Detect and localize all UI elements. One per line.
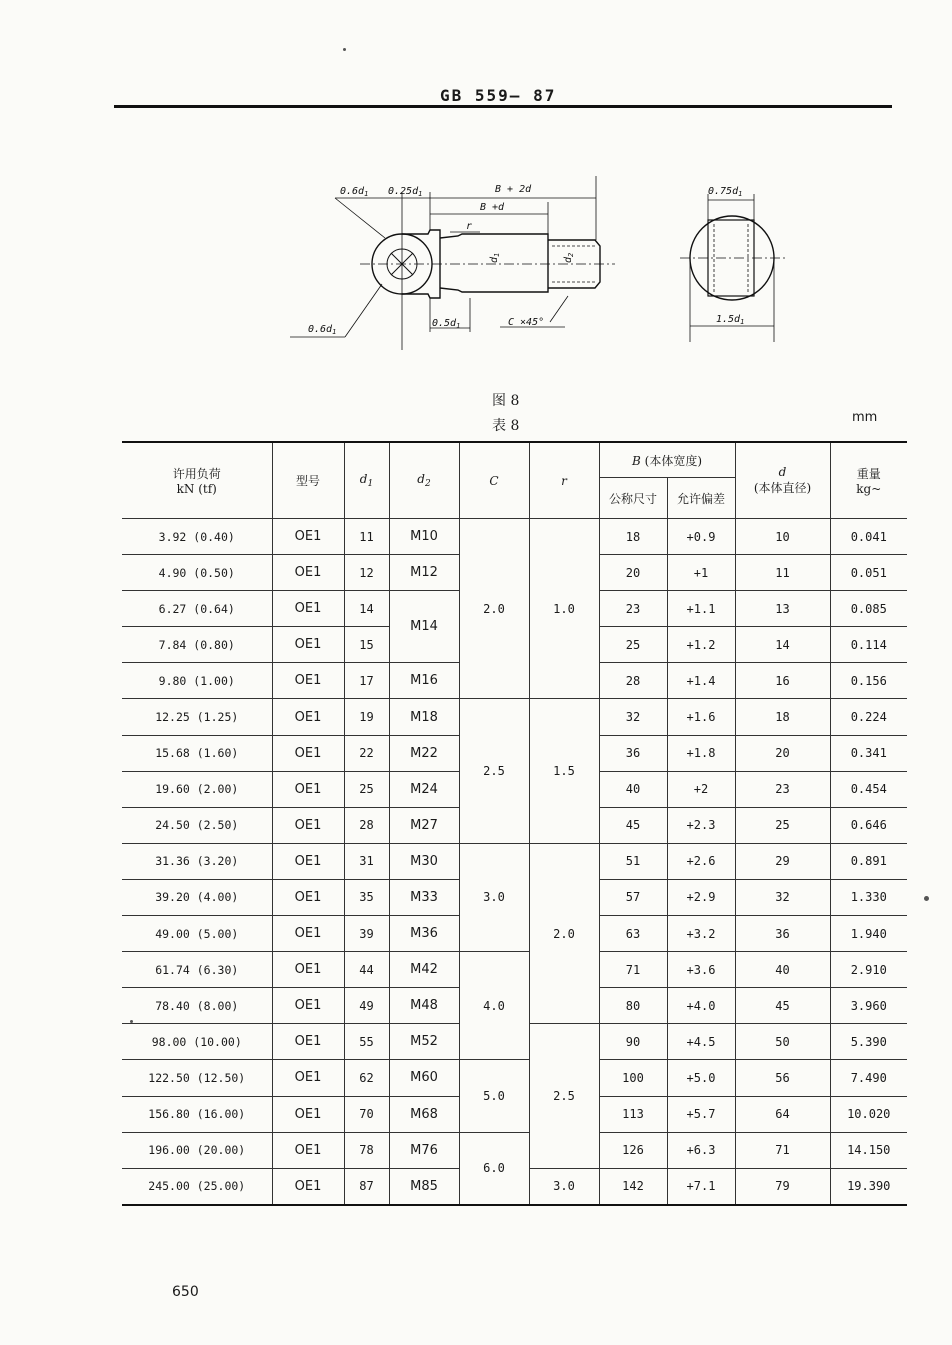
cell-d1: 31 [344, 843, 389, 879]
label-1-5d1: $1.5d_1$ [716, 314, 745, 326]
cell-model: OE1 [272, 663, 344, 699]
cell-b-nominal: 28 [599, 663, 667, 699]
label-0-25d1: $0.25d_1$ [388, 186, 423, 198]
cell-model: OE1 [272, 1168, 344, 1205]
cell-d: 36 [735, 916, 830, 952]
table-row [122, 952, 907, 988]
cell-load: 122.50 (12.50) [122, 1060, 272, 1096]
cell-load: 39.20 (4.00) [122, 879, 272, 915]
cell-b-nominal: 45 [599, 807, 667, 843]
section-view-drawing [680, 180, 790, 350]
cell-b-tolerance: +2.3 [667, 807, 735, 843]
cell-load: 19.60 (2.00) [122, 771, 272, 807]
cell-load: 156.80 (16.00) [122, 1096, 272, 1132]
cell-c: 2.0 [459, 519, 529, 699]
cell-c: 4.0 [459, 952, 529, 1060]
header-r: r [529, 442, 599, 519]
cell-b-tolerance: +5.7 [667, 1096, 735, 1132]
cell-load: 7.84 (0.80) [122, 627, 272, 663]
cell-d2: M12 [389, 555, 459, 591]
cell-b-nominal: 63 [599, 916, 667, 952]
cell-d: 11 [735, 555, 830, 591]
cell-d1: 17 [344, 663, 389, 699]
cell-weight: 3.960 [830, 988, 907, 1024]
cell-load: 4.90 (0.50) [122, 555, 272, 591]
cell-load: 245.00 (25.00) [122, 1168, 272, 1205]
cell-d1: 49 [344, 988, 389, 1024]
cell-model: OE1 [272, 735, 344, 771]
cell-model: OE1 [272, 843, 344, 879]
figure-caption: 图 8 [492, 393, 520, 409]
cell-d2: M68 [389, 1096, 459, 1132]
cell-b-tolerance: +3.6 [667, 952, 735, 988]
cell-d: 23 [735, 771, 830, 807]
technical-drawing [290, 172, 630, 352]
cell-r: 2.0 [529, 843, 599, 1023]
cell-d1: 15 [344, 627, 389, 663]
cell-c: 3.0 [459, 843, 529, 951]
cell-model: OE1 [272, 1060, 344, 1096]
header-load: 许用负荷 kN (tf) [122, 442, 272, 519]
label-0-6d1: $0.6d_1$ [340, 186, 369, 198]
cell-weight: 0.085 [830, 591, 907, 627]
cell-d: 10 [735, 519, 830, 555]
cell-d1: 14 [344, 591, 389, 627]
cell-load: 15.68 (1.60) [122, 735, 272, 771]
cell-load: 3.92 (0.40) [122, 519, 272, 555]
cell-weight: 1.330 [830, 879, 907, 915]
cell-b-nominal: 32 [599, 699, 667, 735]
cell-d1: 62 [344, 1060, 389, 1096]
cell-c: 6.0 [459, 1132, 529, 1205]
cell-b-nominal: 20 [599, 555, 667, 591]
scan-speck [924, 896, 929, 901]
cell-d1: 12 [344, 555, 389, 591]
header-b: B (本体宽度) [599, 442, 735, 478]
cell-d2: M85 [389, 1168, 459, 1205]
cell-load: 61.74 (6.30) [122, 952, 272, 988]
header-d: d (本体直径) [735, 442, 830, 519]
label-d1: $d_1$ [489, 252, 501, 263]
cell-d: 16 [735, 663, 830, 699]
cell-b-nominal: 80 [599, 988, 667, 1024]
cell-b-tolerance: +4.0 [667, 988, 735, 1024]
scan-speck [130, 1020, 133, 1023]
standard-header: GB 559— 87 [440, 86, 557, 105]
label-r: r [466, 221, 473, 232]
cell-d2: M52 [389, 1024, 459, 1060]
cell-d: 32 [735, 879, 830, 915]
cell-model: OE1 [272, 627, 344, 663]
table-row [122, 1132, 907, 1168]
cell-b-tolerance: +0.9 [667, 519, 735, 555]
table-caption: 表 8 [492, 418, 520, 434]
cell-b-tolerance: +1.6 [667, 699, 735, 735]
cell-model: OE1 [272, 879, 344, 915]
table-body [122, 519, 907, 1205]
cell-d: 18 [735, 699, 830, 735]
cell-weight: 5.390 [830, 1024, 907, 1060]
cell-model: OE1 [272, 1096, 344, 1132]
cell-weight: 0.646 [830, 807, 907, 843]
cell-b-tolerance: +1.8 [667, 735, 735, 771]
header-d1: $d_1$ [344, 442, 389, 519]
cell-d: 20 [735, 735, 830, 771]
cell-d2: M22 [389, 735, 459, 771]
cell-load: 196.00 (20.00) [122, 1132, 272, 1168]
cell-load: 24.50 (2.50) [122, 807, 272, 843]
cell-b-nominal: 25 [599, 627, 667, 663]
cell-weight: 0.224 [830, 699, 907, 735]
specification-table [122, 441, 907, 1206]
header-d2: $d_2$ [389, 442, 459, 519]
cell-d1: 22 [344, 735, 389, 771]
cell-r: 3.0 [529, 1168, 599, 1205]
cell-d: 40 [735, 952, 830, 988]
table-row [122, 519, 907, 555]
cell-model: OE1 [272, 771, 344, 807]
cell-d: 71 [735, 1132, 830, 1168]
cell-b-tolerance: +1.1 [667, 591, 735, 627]
cell-d1: 39 [344, 916, 389, 952]
header-rule [114, 105, 892, 108]
cell-weight: 14.150 [830, 1132, 907, 1168]
cell-weight: 0.041 [830, 519, 907, 555]
label-b-d: B +d [480, 202, 505, 213]
cell-b-tolerance: +2 [667, 771, 735, 807]
cell-load: 49.00 (5.00) [122, 916, 272, 952]
cell-model: OE1 [272, 952, 344, 988]
cell-weight: 0.156 [830, 663, 907, 699]
cell-model: OE1 [272, 519, 344, 555]
cell-b-nominal: 51 [599, 843, 667, 879]
page-number: 650 [172, 1284, 199, 1300]
cell-model: OE1 [272, 699, 344, 735]
cell-b-tolerance: +7.1 [667, 1168, 735, 1205]
cell-model: OE1 [272, 1132, 344, 1168]
cell-d: 25 [735, 807, 830, 843]
cell-weight: 10.020 [830, 1096, 907, 1132]
cell-b-nominal: 23 [599, 591, 667, 627]
cell-b-nominal: 126 [599, 1132, 667, 1168]
cell-weight: 19.390 [830, 1168, 907, 1205]
cell-d1: 78 [344, 1132, 389, 1168]
header-b-nominal: 公称尺寸 [599, 478, 667, 519]
cell-b-nominal: 18 [599, 519, 667, 555]
cell-weight: 0.341 [830, 735, 907, 771]
cell-c: 2.5 [459, 699, 529, 843]
cell-load: 9.80 (1.00) [122, 663, 272, 699]
cell-model: OE1 [272, 591, 344, 627]
cell-weight: 1.940 [830, 916, 907, 952]
cell-b-tolerance: +2.6 [667, 843, 735, 879]
cell-d: 56 [735, 1060, 830, 1096]
cell-b-nominal: 57 [599, 879, 667, 915]
cell-d: 13 [735, 591, 830, 627]
label-0-5d1: $0.5d_1$ [432, 318, 461, 330]
cell-d2: M27 [389, 807, 459, 843]
cell-b-tolerance: +1 [667, 555, 735, 591]
cell-d1: 35 [344, 879, 389, 915]
cell-b-tolerance: +1.4 [667, 663, 735, 699]
cell-r: 1.0 [529, 519, 599, 699]
cell-d2: M42 [389, 952, 459, 988]
cell-load: 6.27 (0.64) [122, 591, 272, 627]
label-0-75d1: $0.75d_1$ [708, 186, 743, 198]
label-0-64: $0.6d_1$ [308, 324, 337, 336]
cell-weight: 0.891 [830, 843, 907, 879]
cell-b-nominal: 90 [599, 1024, 667, 1060]
cell-b-nominal: 113 [599, 1096, 667, 1132]
table-row [122, 699, 907, 735]
cell-model: OE1 [272, 1024, 344, 1060]
cell-b-nominal: 36 [599, 735, 667, 771]
cell-b-tolerance: +5.0 [667, 1060, 735, 1096]
cell-d1: 44 [344, 952, 389, 988]
cell-d: 50 [735, 1024, 830, 1060]
cell-d2: M24 [389, 771, 459, 807]
cell-b-nominal: 71 [599, 952, 667, 988]
cell-d2: M10 [389, 519, 459, 555]
cell-d2: M60 [389, 1060, 459, 1096]
cell-c: 5.0 [459, 1060, 529, 1132]
cell-model: OE1 [272, 555, 344, 591]
cell-d1: 28 [344, 807, 389, 843]
cell-d1: 55 [344, 1024, 389, 1060]
cell-d: 64 [735, 1096, 830, 1132]
cell-load: 12.25 (1.25) [122, 699, 272, 735]
cell-b-tolerance: +3.2 [667, 916, 735, 952]
cell-d: 45 [735, 988, 830, 1024]
cell-weight: 0.051 [830, 555, 907, 591]
cell-model: OE1 [272, 988, 344, 1024]
unit-label: mm [852, 410, 878, 425]
cell-d1: 11 [344, 519, 389, 555]
cell-b-tolerance: +4.5 [667, 1024, 735, 1060]
cell-b-nominal: 142 [599, 1168, 667, 1205]
cell-d2: M30 [389, 843, 459, 879]
cell-weight: 7.490 [830, 1060, 907, 1096]
label-d2: $d_2$ [563, 252, 575, 263]
cell-d2: M36 [389, 916, 459, 952]
cell-d: 79 [735, 1168, 830, 1205]
table-row [122, 1060, 907, 1096]
cell-d2: M18 [389, 699, 459, 735]
header-b-tolerance: 允许偏差 [667, 478, 735, 519]
cell-weight: 0.114 [830, 627, 907, 663]
cell-r: 1.5 [529, 699, 599, 843]
cell-d1: 70 [344, 1096, 389, 1132]
cell-model: OE1 [272, 807, 344, 843]
cell-r: 2.5 [529, 1024, 599, 1168]
cell-b-nominal: 100 [599, 1060, 667, 1096]
cell-d1: 25 [344, 771, 389, 807]
cell-load: 98.00 (10.00) [122, 1024, 272, 1060]
cell-d2: M76 [389, 1132, 459, 1168]
label-chamfer: C ×45° [508, 317, 545, 328]
cell-weight: 0.454 [830, 771, 907, 807]
cell-d: 14 [735, 627, 830, 663]
cell-d: 29 [735, 843, 830, 879]
cell-d1: 19 [344, 699, 389, 735]
cell-load: 78.40 (8.00) [122, 988, 272, 1024]
header-weight: 重量 kg~ [830, 442, 907, 519]
cell-b-nominal: 40 [599, 771, 667, 807]
cell-d1: 87 [344, 1168, 389, 1205]
cell-weight: 2.910 [830, 952, 907, 988]
cell-load: 31.36 (3.20) [122, 843, 272, 879]
cell-model: OE1 [272, 916, 344, 952]
cell-b-tolerance: +1.2 [667, 627, 735, 663]
cell-b-tolerance: +6.3 [667, 1132, 735, 1168]
label-b-2d: B + 2d [495, 184, 532, 195]
cell-d2: M48 [389, 988, 459, 1024]
table-row [122, 843, 907, 879]
cell-d2: M16 [389, 663, 459, 699]
cell-b-tolerance: +2.9 [667, 879, 735, 915]
cell-d2: M14 [389, 591, 459, 663]
scan-speck [343, 48, 346, 51]
cell-d2: M33 [389, 879, 459, 915]
header-model: 型号 [272, 442, 344, 519]
header-c: C [459, 442, 529, 519]
